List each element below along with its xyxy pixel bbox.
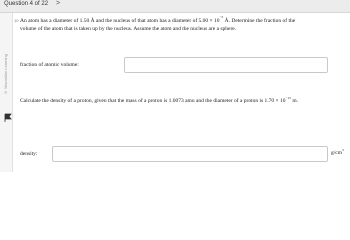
next-question-chevron-icon[interactable]: > [56,0,61,7]
left-sidebar [0,13,13,172]
copyright-watermark: © Macmillan Learning [3,54,8,95]
question-counter: Question 4 of 22 [4,1,49,7]
flag-icon[interactable] [4,113,12,123]
question-text-part1 [20,17,340,33]
density-input[interactable] [52,146,328,162]
exponent-proton-diameter: −15 [285,96,291,100]
question-part2-post: m. [291,98,299,104]
question-sentence1-post: Å. Determine the fraction of the [223,18,296,24]
density-unit-base: g/cm [331,150,342,156]
question-text-part2 [20,98,345,105]
fraction-label: fraction of atomic volume: [20,62,79,68]
question-part2-pre: Calculate the density of a proton, given that the mass of a proton is 1.0073 amu and the diameter of a proton is 1.70 × 10 [20,98,286,104]
exponent-nucleus-diameter: −5 [219,15,224,19]
density-unit [331,150,344,156]
fraction-of-atomic-volume-input[interactable] [124,57,328,73]
part-number: 10 [14,18,19,23]
density-unit-exponent: 3 [342,148,344,152]
question-header [0,0,350,13]
density-label: density: [20,151,38,157]
question-sentence1-pre: An atom has a diameter of 1.50 Å and the nucleus of that atom has a diameter of 5.00 × 10 [20,18,220,24]
question-sentence2: volume of the atom that is taken up by the nucleus. Assume the atom and the nucleus are a sphere. [20,26,237,32]
